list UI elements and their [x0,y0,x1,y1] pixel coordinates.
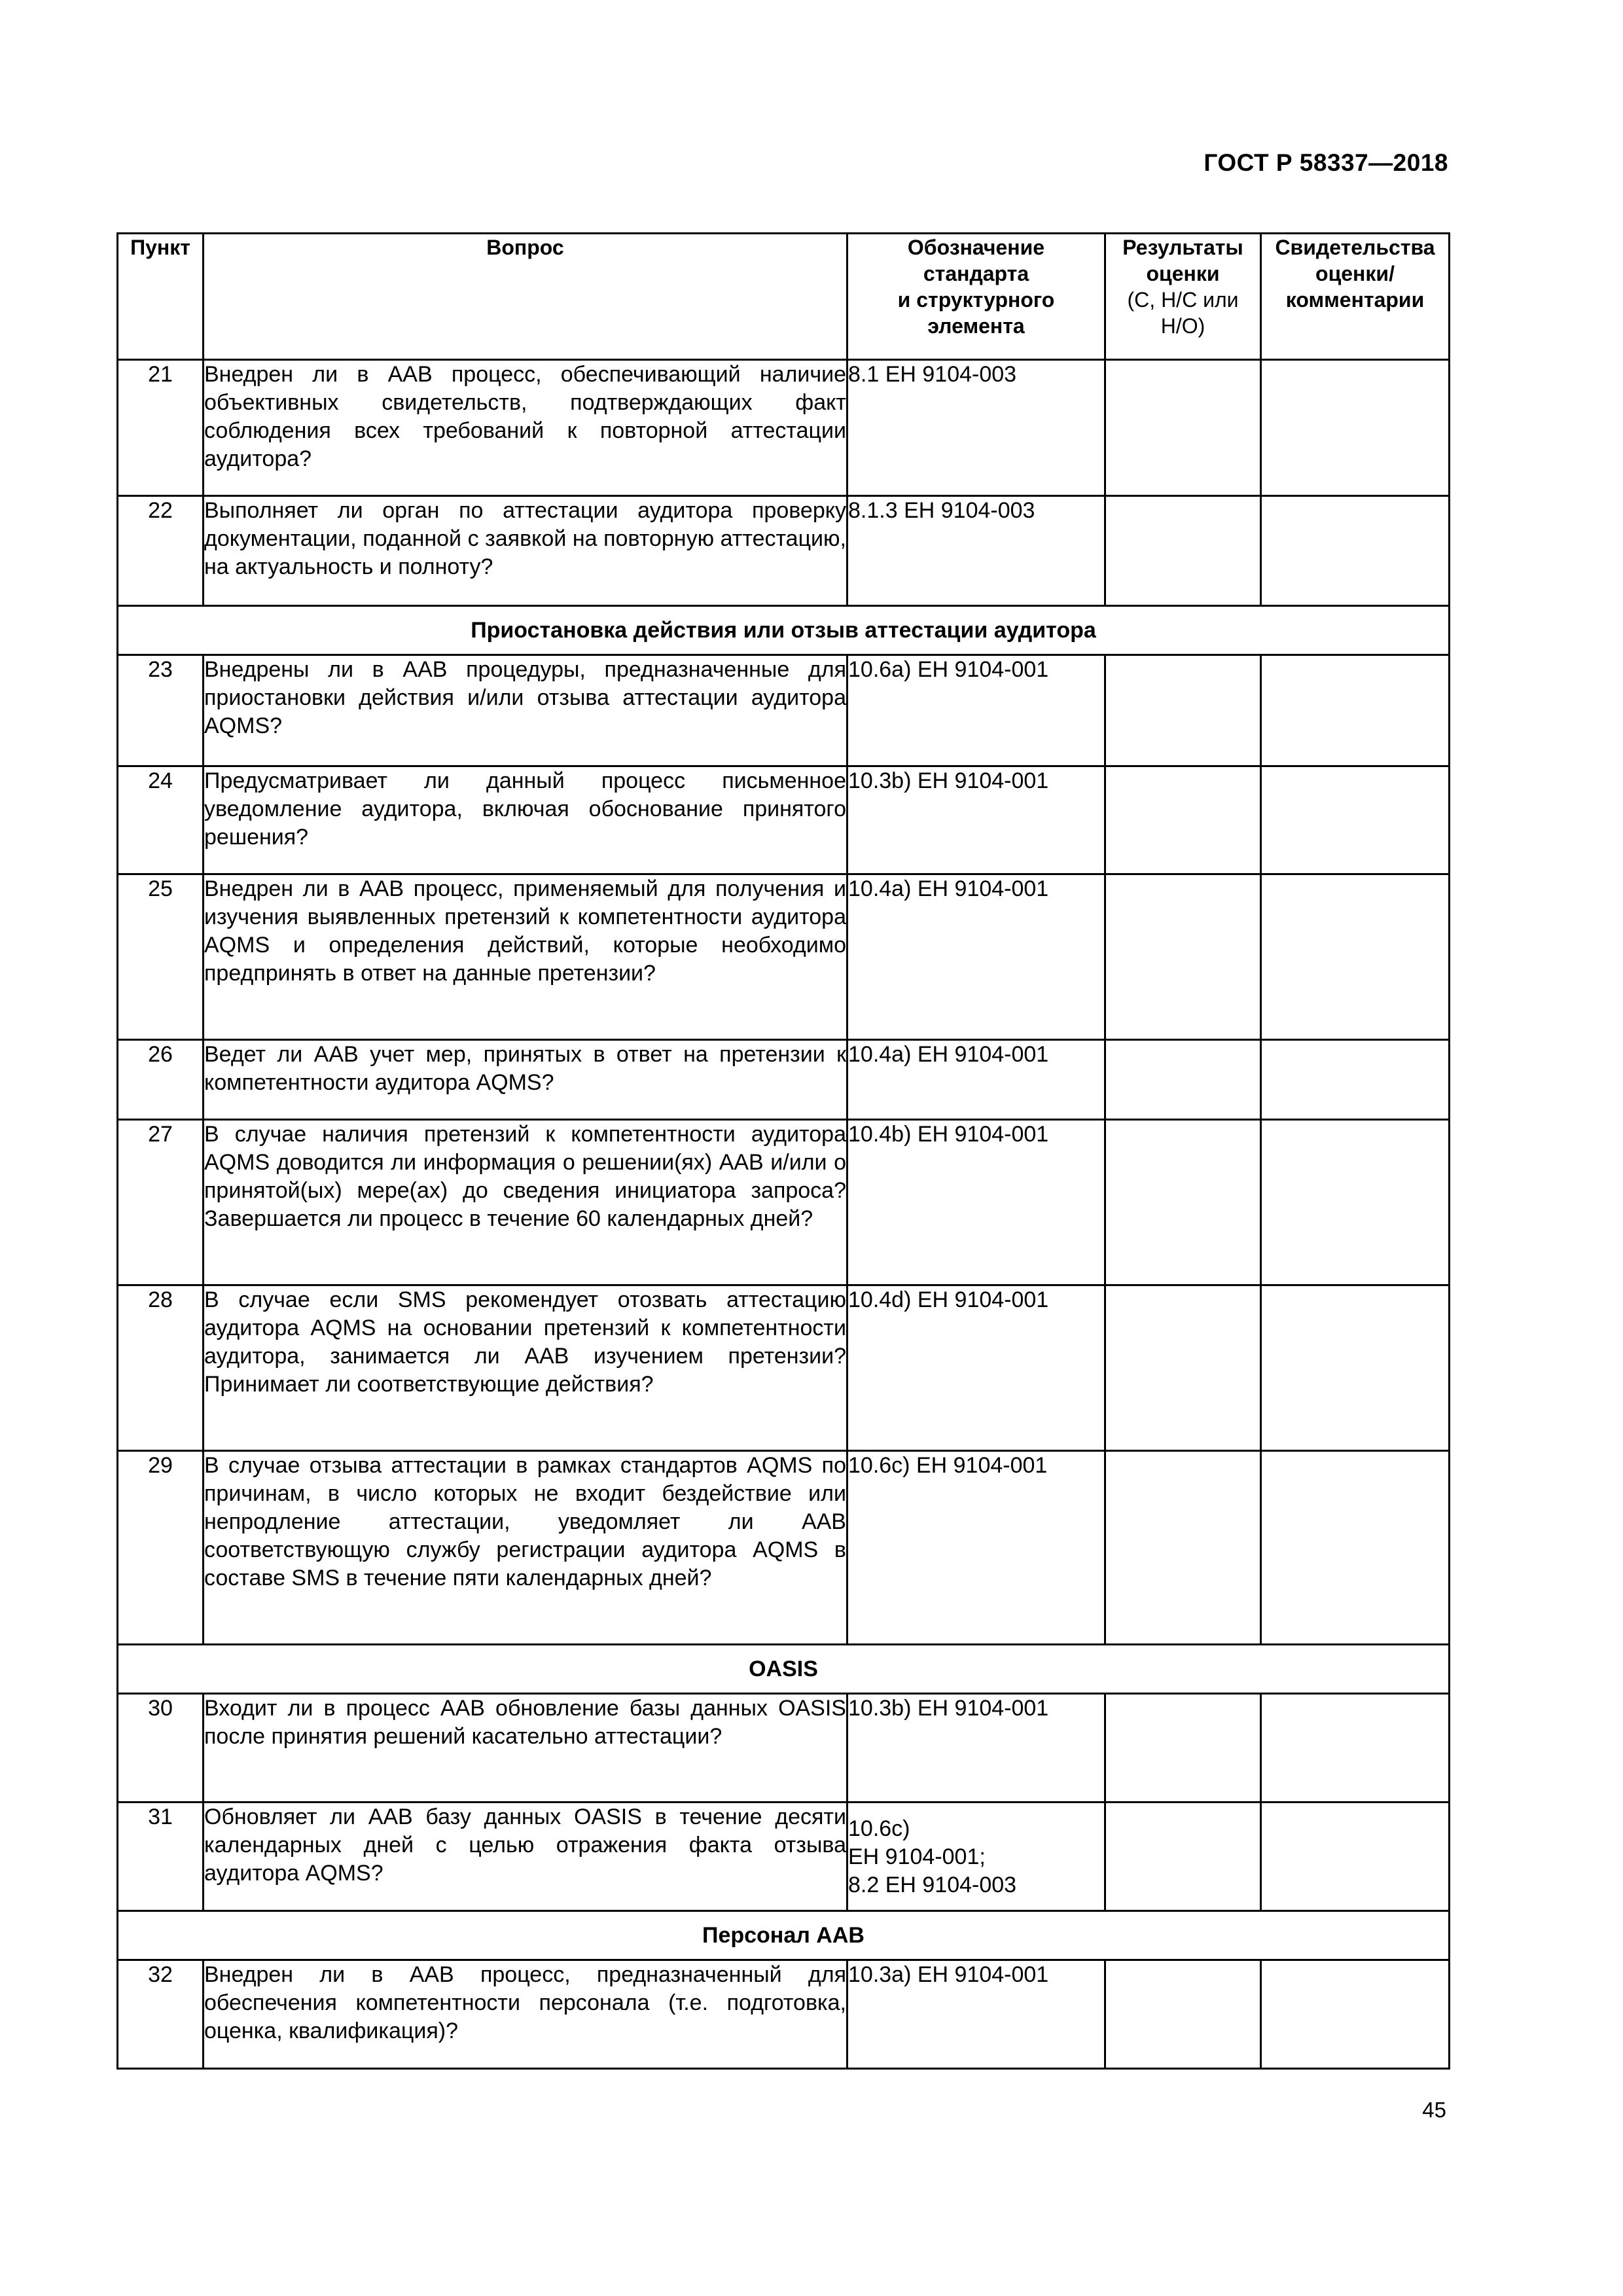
column-header-evidence [1261,234,1450,360]
row-question: Выполняет ли орган по аттестации аудитора проверку документации, поданной с заявкой на повторную аттестацию, на актуальность и полноту? [204,496,847,606]
section-row [118,606,1450,655]
table-row [118,1285,1450,1451]
result-cell[interactable] [1105,1120,1261,1285]
row-question: В случае отзыва аттестации в рамках стандартов AQMS по причинам, в число которых не входит бездействие или непродление аттестации, уведомляет ли ААВ соответствующую службу регистрации аудитора AQMS в составе SMS в течение пяти календарных дней? [204,1451,847,1645]
section-row [118,1911,1450,1960]
result-cell[interactable] [1105,655,1261,766]
row-number: 23 [118,655,204,766]
row-number: 29 [118,1451,204,1645]
row-number: 25 [118,874,204,1040]
table-row [118,1960,1450,2069]
row-number: 28 [118,1285,204,1451]
row-standard [847,1803,1105,1911]
row-question: Ведет ли ААВ учет мер, принятых в ответ на претензии к компетентности аудитора AQMS? [204,1040,847,1120]
row-standard: 10.4d) ЕН 9104-001 [847,1285,1105,1451]
result-cell[interactable] [1105,766,1261,874]
row-number: 22 [118,496,204,606]
row-question: Внедрен ли в ААВ процесс, применяемый для получения и изучения выявленных претензий к компетентности аудитора AQMS и определения действий, которые необходимо предпринять в ответ на данные претензии? [204,874,847,1040]
row-number: 24 [118,766,204,874]
row-standard: 10.4b) ЕН 9104-001 [847,1120,1105,1285]
header-line: оценки/ [1315,262,1395,285]
row-standard: 10.3b) ЕН 9104-001 [847,766,1105,874]
table-row [118,1694,1450,1803]
row-standard: 10.4a) ЕН 9104-001 [847,874,1105,1040]
result-cell[interactable] [1105,496,1261,606]
row-standard: 10.3b) ЕН 9104-001 [847,1694,1105,1803]
header-line: оценки [1146,262,1220,285]
evidence-cell[interactable] [1261,1120,1450,1285]
result-cell[interactable] [1105,1960,1261,2069]
column-header-result [1105,234,1261,360]
column-header-standard [847,234,1105,360]
evidence-cell[interactable] [1261,874,1450,1040]
table-row [118,655,1450,766]
row-number: 26 [118,1040,204,1120]
header-line: Свидетельства [1275,236,1435,259]
row-standard: 8.1 ЕН 9104-003 [847,360,1105,496]
row-question: Внедрены ли в ААВ процедуры, предназначенные для приостановки действия и/или отзыва аттестации аудитора AQMS? [204,655,847,766]
header-line: (С, Н/С или [1127,288,1239,312]
evidence-cell[interactable] [1261,655,1450,766]
table-row [118,766,1450,874]
row-number: 27 [118,1120,204,1285]
row-number: 32 [118,1960,204,2069]
row-question: Внедрен ли в ААВ процесс, обеспечивающий наличие объективных свидетельств, подтверждающих факт соблюдения всех требований к повторной аттестации аудитора? [204,360,847,496]
standard-line: ЕН 9104-001; [848,1844,986,1869]
result-cell[interactable] [1105,1451,1261,1645]
result-cell[interactable] [1105,1803,1261,1911]
column-header-question: Вопрос [204,234,847,360]
section-title: OASIS [118,1645,1450,1694]
evidence-cell[interactable] [1261,1694,1450,1803]
table-row [118,874,1450,1040]
row-standard: 10.3a) ЕН 9104-001 [847,1960,1105,2069]
standard-line: 10.6c) [848,1816,910,1841]
result-cell[interactable] [1105,1694,1261,1803]
table-row [118,1120,1450,1285]
row-question: Входит ли в процесс ААВ обновление базы данных OASIS после принятия решений касательно аттестации? [204,1694,847,1803]
row-question: В случае если SMS рекомендует отозвать аттестацию аудитора AQMS на основании претензий к компетентности аудитора, занимается ли ААВ изучением претензии? Принимает ли соответствующие действия? [204,1285,847,1451]
table-row [118,1040,1450,1120]
section-title: Персонал ААВ [118,1911,1450,1960]
header-line: и структурного [897,288,1055,312]
row-question: Обновляет ли ААВ базу данных OASIS в течение десяти календарных дней с целью отражения факта отзыва аудитора AQMS? [204,1803,847,1911]
evidence-cell[interactable] [1261,1960,1450,2069]
header-line: Обозначение [907,236,1045,259]
result-cell[interactable] [1105,874,1261,1040]
header-line: комментарии [1285,288,1425,312]
row-question: Предусматривает ли данный процесс письменное уведомление аудитора, включая обоснование принятого решения? [204,766,847,874]
row-question: Внедрен ли в ААВ процесс, предназначенный для обеспечения компетентности персонала (т.е. подготовка, оценка, квалификация)? [204,1960,847,2069]
row-number: 21 [118,360,204,496]
table-header-row [118,234,1450,360]
header-line: элемента [927,314,1025,338]
row-question: В случае наличия претензий к компетентности аудитора AQMS доводится ли информация о решении(ях) ААВ и/или о принятой(ых) мере(ах) до сведения инициатора запроса? Завершается ли процесс в течение 60 календарных дней? [204,1120,847,1285]
result-cell[interactable] [1105,360,1261,496]
standard-line: 8.2 ЕН 9104-003 [848,1873,1017,1897]
page-number: 45 [1422,2098,1446,2122]
evidence-cell[interactable] [1261,496,1450,606]
evidence-cell[interactable] [1261,1040,1450,1120]
evidence-cell[interactable] [1261,1285,1450,1451]
row-standard: 10.4a) ЕН 9104-001 [847,1040,1105,1120]
table-row [118,1451,1450,1645]
table-row [118,1803,1450,1911]
evidence-cell[interactable] [1261,1451,1450,1645]
header-line: Н/О) [1160,314,1205,338]
section-row [118,1645,1450,1694]
result-cell[interactable] [1105,1040,1261,1120]
evidence-cell[interactable] [1261,360,1450,496]
evidence-cell[interactable] [1261,766,1450,874]
header-line: Результаты [1122,236,1243,259]
assessment-table [116,232,1450,2070]
result-cell[interactable] [1105,1285,1261,1451]
header-line: стандарта [923,262,1029,285]
row-standard: 10.6a) ЕН 9104-001 [847,655,1105,766]
row-standard: 10.6c) ЕН 9104-001 [847,1451,1105,1645]
row-standard: 8.1.3 ЕН 9104-003 [847,496,1105,606]
table-row [118,496,1450,606]
row-number: 31 [118,1803,204,1911]
evidence-cell[interactable] [1261,1803,1450,1911]
document-title: ГОСТ Р 58337—2018 [1204,149,1448,176]
column-header-point: Пункт [118,234,204,360]
table-row [118,360,1450,496]
section-title: Приостановка действия или отзыв аттестации аудитора [118,606,1450,655]
row-number: 30 [118,1694,204,1803]
